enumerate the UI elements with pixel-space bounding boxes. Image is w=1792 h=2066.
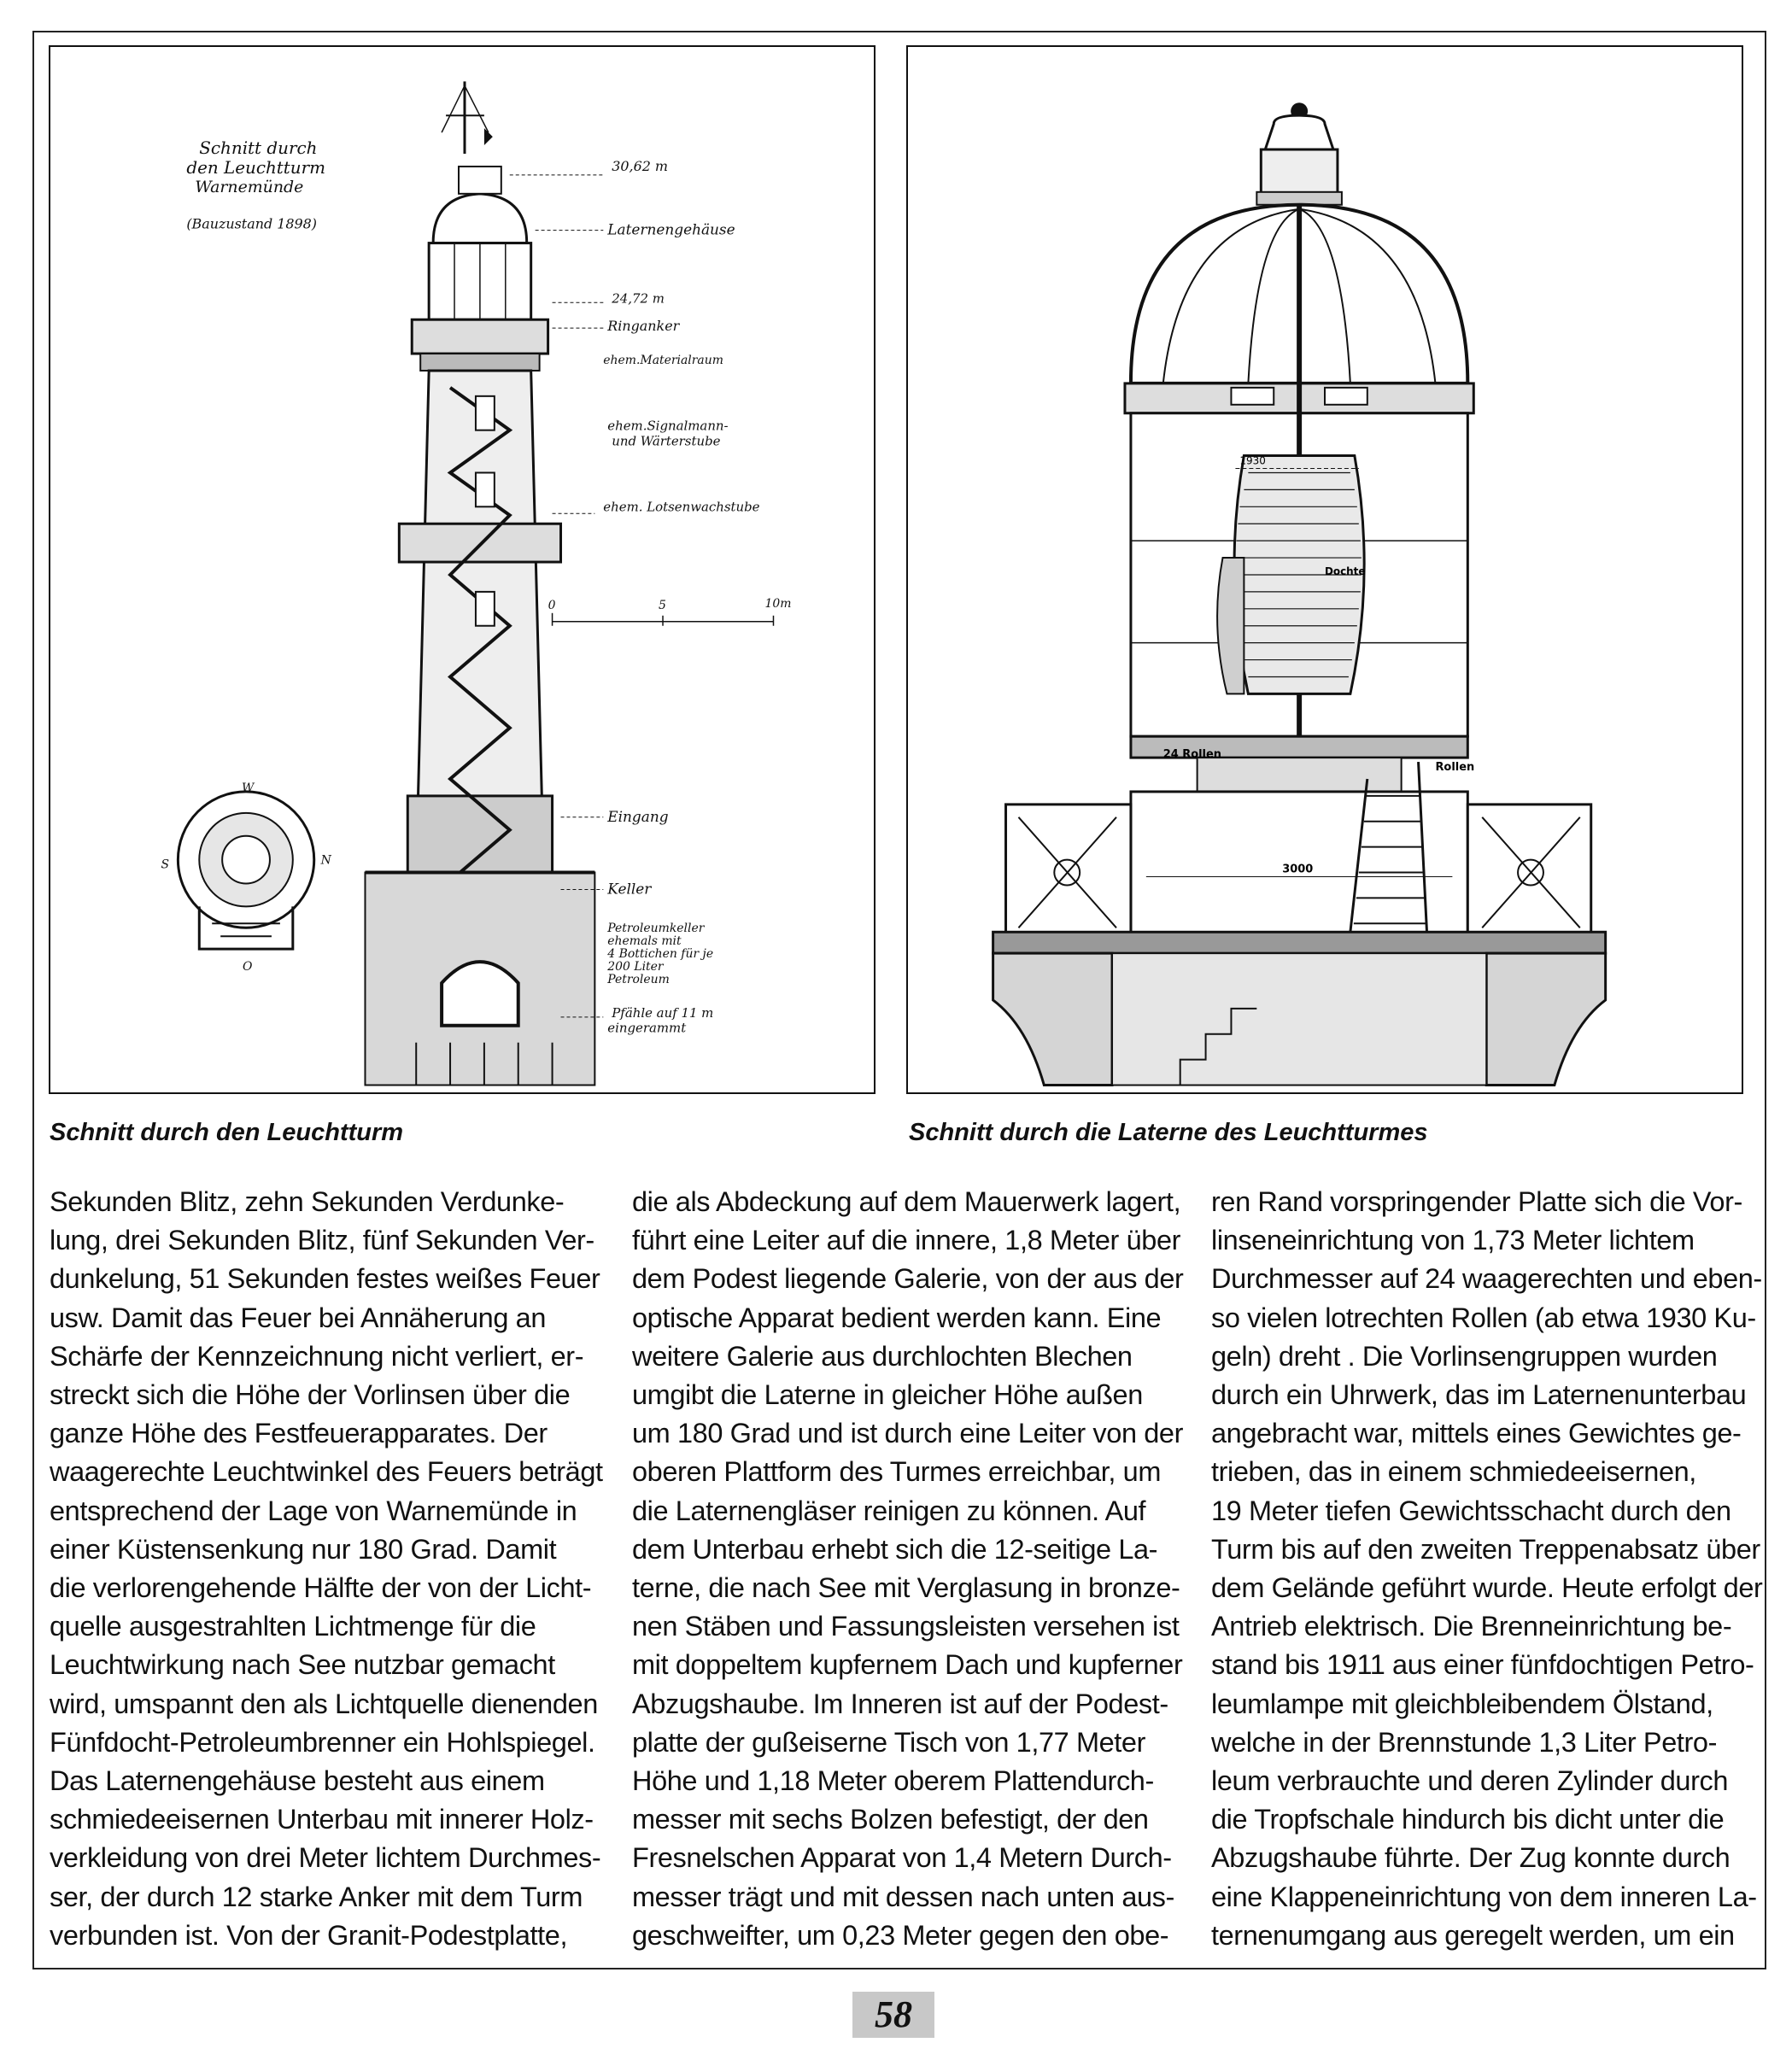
text-line: usw. Damit das Feuer bei Annäherung an — [50, 1302, 547, 1333]
scale-tick-10: 10m — [764, 596, 792, 611]
label-petroleum-2: ehemals mit — [607, 934, 682, 949]
label-entrance: Eingang — [607, 807, 669, 825]
text-line: lung, drei Sekunden Blitz, fünf Sekunden Ver- — [50, 1225, 594, 1256]
label-24-rollers: 24 Rollen — [1162, 748, 1221, 762]
compass-west: W — [242, 781, 255, 795]
text-line: oberen Plattform des Turmes erreichbar, um — [632, 1456, 1162, 1488]
text-line: Turm bis auf den zweiten Treppenabsatz über — [1211, 1533, 1760, 1565]
text-line: Leuchtwirkung nach See nutzbar gemacht — [50, 1649, 555, 1681]
text-line: die verlorengehende Hälfte der von der Licht- — [50, 1572, 592, 1604]
text-line: dunkelung, 51 Sekunden festes weißes Feuer — [50, 1263, 600, 1295]
text-line: terne, die nach See mit Verglasung in bronze- — [632, 1572, 1180, 1604]
text-line: leum verbrauchte und deren Zylinder durch — [1211, 1765, 1729, 1797]
text-line: angebracht war, mittels eines Gewichtes ge- — [1211, 1418, 1742, 1449]
figure-title-line-2: den Leuchtturm — [186, 157, 326, 178]
lighthouse-section-figure — [49, 45, 876, 1094]
text-line: entsprechend der Lage von Warnemünde in — [50, 1495, 577, 1526]
text-line: ternenumgang aus geregelt werden, um ein — [1211, 1919, 1735, 1951]
text-line: Das Laternengehäuse besteht aus einem — [50, 1765, 545, 1797]
text-column-2 — [632, 1183, 1183, 1955]
label-lantern-housing: Laternengehäuse — [607, 220, 735, 238]
label-petroleum-3: 4 Bottichen für je — [607, 947, 714, 962]
text-line: quelle ausgestrahlten Lichtmenge für die — [50, 1611, 536, 1642]
figure-title-line-3: Warnemünde — [195, 177, 304, 196]
text-line: Schärfe der Kennzeichnung nicht verliert, er- — [50, 1340, 584, 1372]
text-line: verkleidung von drei Meter lichtem Durchmes- — [50, 1842, 601, 1874]
label-piles-1: Pfähle auf 11 m — [612, 1004, 714, 1021]
label-piles-2: eingerammt — [607, 1020, 687, 1036]
text-line: linseneinrichtung von 1,73 Meter lichtem — [1211, 1225, 1695, 1256]
text-line: trieben, das in einem schmiedeeisernen, — [1211, 1456, 1696, 1488]
text-line: dem Gelände geführt wurde. Heute erfolgt der — [1211, 1572, 1763, 1604]
text-line: weitere Galerie aus durchlochten Blechen — [632, 1340, 1133, 1372]
text-line: führt eine Leiter auf die innere, 1,8 Meter über — [632, 1225, 1181, 1256]
figure-subtitle: (Bauzustand 1898) — [186, 215, 317, 232]
caption-lighthouse-section: Schnitt durch den Leuchtturm — [50, 1119, 404, 1146]
text-line: Durchmesser auf 24 waagerechten und eben- — [1211, 1263, 1762, 1295]
page-number: 58 — [852, 1992, 934, 2038]
text-line: streckt sich die Höhe der Vorlinsen über die — [50, 1379, 571, 1411]
text-line: welche in der Brennstunde 1,3 Liter Petro- — [1211, 1726, 1718, 1758]
label-petroleum-4: 200 Liter — [607, 960, 664, 974]
text-line: geln) dreht . Die Vorlinsengruppen wurden — [1211, 1340, 1718, 1372]
label-cellar: Keller — [607, 880, 652, 898]
caption-lantern-section: Schnitt durch die Laterne des Leuchtturmes — [909, 1119, 1428, 1146]
text-line: Antrieb elektrisch. Die Brenneinrichtung be- — [1211, 1611, 1732, 1642]
label-signal-room-1: ehem.Signalmann- — [607, 418, 729, 434]
text-line: leumlampe mit gleichbleibendem Ölstand, — [1211, 1688, 1713, 1719]
text-column-3 — [1211, 1183, 1762, 1955]
text-line: eine Klappeneinrichtung von dem inneren La- — [1211, 1881, 1757, 1912]
text-line: 19 Meter tiefen Gewichtsschacht durch den — [1211, 1495, 1731, 1526]
label-rollers: Rollen — [1435, 761, 1475, 775]
lantern-section-figure — [906, 45, 1743, 1094]
lighthouse-section-drawing — [50, 47, 874, 1092]
label-3000: 3000 — [1282, 863, 1314, 876]
text-line: durch ein Uhrwerk, das im Laternenunterbau — [1211, 1379, 1747, 1411]
text-line: dem Unterbau erhebt sich die 12-seitige La- — [632, 1533, 1158, 1565]
text-line: wird, umspannt den als Lichtquelle dienenden — [50, 1688, 598, 1719]
text-line: die Laternengläser reinigen zu können. Auf — [632, 1495, 1146, 1526]
compass-north: N — [320, 853, 331, 868]
scale-tick-0: 0 — [548, 598, 556, 612]
text-line: Abzugshaube. Im Inneren ist auf der Podest- — [632, 1688, 1168, 1719]
text-line: stand bis 1911 aus einer fünfdochtigen Petro- — [1211, 1649, 1754, 1681]
text-line: waagerechte Leuchtwinkel des Feuers beträgt — [50, 1456, 603, 1488]
text-line: Sekunden Blitz, zehn Sekunden Verdunke- — [50, 1186, 565, 1217]
figure-title-line-1: Schnitt durch — [199, 138, 318, 159]
text-line: die als Abdeckung auf dem Mauerwerk lagert, — [632, 1186, 1181, 1217]
text-line: mit doppeltem kupfernem Dach und kupferner — [632, 1649, 1183, 1681]
label-petroleum-5: Petroleum — [607, 972, 670, 986]
text-line: ser, der durch 12 starke Anker mit dem Turm — [50, 1881, 583, 1912]
lantern-section-drawing — [908, 47, 1742, 1092]
text-line: dem Podest liegende Galerie, von der aus der — [632, 1263, 1184, 1295]
text-line: ren Rand vorspringender Platte sich die Vor- — [1211, 1186, 1742, 1217]
text-line: so vielen lotrechten Rollen (ab etwa 1930 Ku- — [1211, 1302, 1756, 1333]
text-column-1 — [50, 1183, 603, 1955]
label-height-gallery: 24,72 m — [612, 290, 665, 307]
label-petroleum-1: Petroleumkeller — [607, 922, 705, 936]
label-wicks: Dochte — [1325, 565, 1366, 577]
text-line: umgibt die Laterne in gleicher Höhe außen — [632, 1379, 1143, 1411]
text-line: Fresnelschen Apparat von 1,4 Metern Durch- — [632, 1842, 1172, 1874]
text-line: Höhe und 1,18 Meter oberem Plattendurch- — [632, 1765, 1154, 1797]
text-line: nen Stäben und Fassungsleisten versehen ist — [632, 1611, 1180, 1642]
label-pilot-room: ehem. Lotsenwachstube — [603, 499, 760, 515]
text-line: Fünfdocht-Petroleumbrenner ein Hohlspiegel. — [50, 1726, 595, 1758]
label-height-top: 30,62 m — [612, 157, 669, 174]
text-line: messer trägt und mit dessen nach unten aus- — [632, 1881, 1174, 1912]
text-line: verbunden ist. Von der Granit-Podestplatte, — [50, 1919, 568, 1951]
label-1930: 1930 — [1239, 454, 1266, 467]
compass-east: O — [243, 960, 253, 974]
text-line: messer mit sechs Bolzen befestigt, der den — [632, 1804, 1149, 1835]
text-line: Abzugshaube führte. Der Zug konnte durch — [1211, 1842, 1731, 1874]
text-line: einer Küstensenkung nur 180 Grad. Damit — [50, 1533, 557, 1565]
label-ring-anchor: Ringanker — [607, 318, 680, 335]
scale-tick-5: 5 — [659, 598, 666, 612]
label-material-room: ehem.Materialraum — [603, 354, 723, 367]
text-line: platte der gußeiserne Tisch von 1,77 Meter — [632, 1726, 1146, 1758]
text-line: optische Apparat bedient werden kann. Eine — [632, 1302, 1162, 1333]
compass-south: S — [161, 857, 170, 872]
label-signal-room-2: und Wärterstube — [612, 433, 721, 449]
text-line: um 180 Grad und ist durch eine Leiter von der — [632, 1418, 1184, 1449]
floor-plan-drawing — [178, 792, 313, 949]
text-line: ganze Höhe des Festfeuerapparates. Der — [50, 1418, 548, 1449]
text-line: schmiedeeisernen Unterbau mit innerer Holz- — [50, 1804, 594, 1835]
text-line: die Tropfschale hindurch bis dicht unter die — [1211, 1804, 1725, 1835]
text-line: geschweifter, um 0,23 Meter gegen den obe- — [632, 1919, 1169, 1951]
